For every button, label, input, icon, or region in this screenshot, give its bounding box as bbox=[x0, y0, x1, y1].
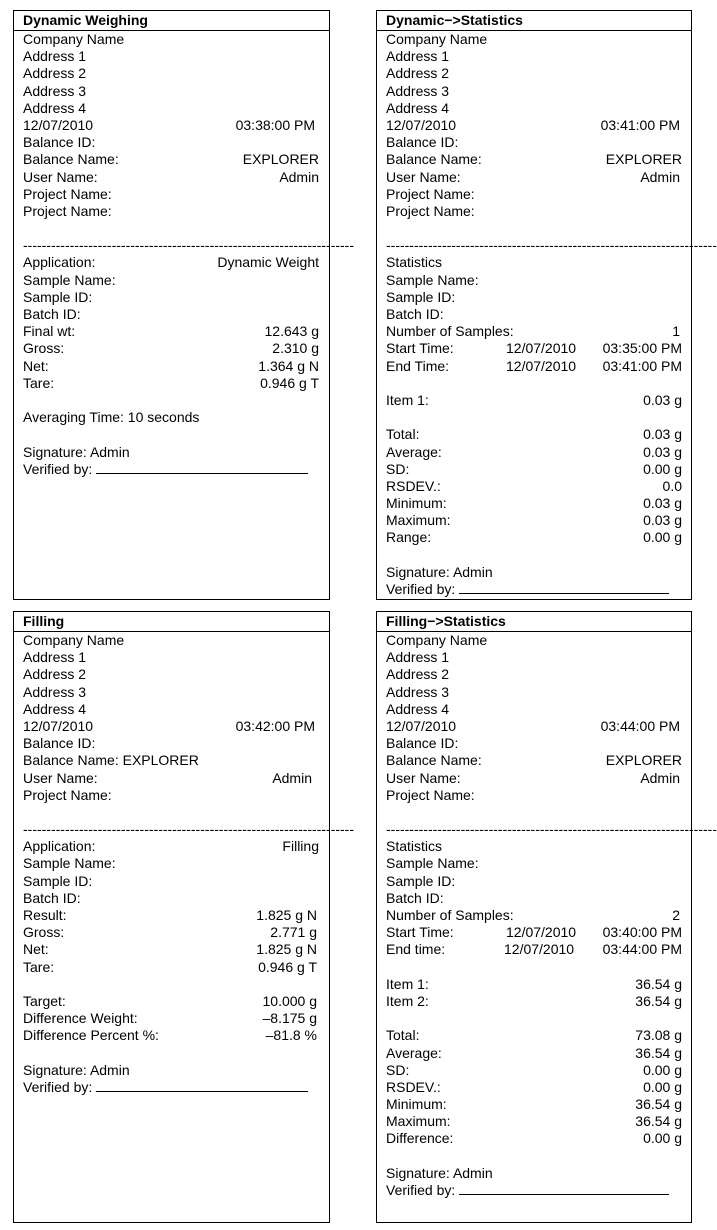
result: Result: 1.825 g N bbox=[23, 907, 317, 923]
dynamic-weighing-printout bbox=[13, 10, 355, 600]
minimum: Minimum: 36.54 g bbox=[386, 1096, 682, 1113]
user-name: User Name: Admin bbox=[23, 168, 319, 185]
separator-line: ----------------------------------------------------------------------- bbox=[23, 237, 355, 254]
batch-id: Batch ID: bbox=[386, 306, 444, 322]
date-time-row bbox=[386, 117, 682, 134]
project-name-2: Project Name: bbox=[386, 202, 475, 219]
target: Target: 10.000 g bbox=[23, 992, 317, 1009]
separator-line: ----------------------------------------------------------------------- bbox=[386, 821, 717, 838]
range: Range: 0.00 g bbox=[386, 529, 682, 546]
average: Average: 36.54 g bbox=[386, 1044, 682, 1061]
verified-by: Verified by: bbox=[386, 581, 682, 598]
application: Application: Dynamic Weight bbox=[23, 254, 319, 271]
signature: Signature: Admin bbox=[23, 443, 130, 460]
gross: Gross: 2.310 g bbox=[23, 340, 319, 357]
address-4: Address 4 bbox=[23, 99, 87, 116]
tare: Tare: 0.946 g T bbox=[23, 958, 317, 975]
address-2: Address 2 bbox=[23, 666, 87, 683]
net: Net: 1.825 g N bbox=[23, 941, 317, 958]
print-time: 03:41:00 PM bbox=[600, 116, 680, 133]
panel-title: Filling−>Statistics bbox=[377, 612, 691, 632]
address-4: Address 4 bbox=[386, 99, 450, 116]
maximum: Maximum: 0.03 g bbox=[386, 512, 682, 529]
verified-by: Verified by: bbox=[23, 1079, 317, 1096]
address-1: Address 1 bbox=[386, 48, 450, 65]
end-time: End Time: 12/07/2010 03:41:00 PM bbox=[386, 357, 682, 374]
balance-id: Balance ID: bbox=[23, 134, 96, 151]
user-name: User Name: Admin bbox=[386, 769, 680, 786]
item-1: Item 1: 36.54 g bbox=[386, 975, 682, 992]
balance-name: Balance Name: EXPLORER bbox=[23, 151, 319, 168]
company-name: Company Name bbox=[386, 632, 488, 648]
sample-name: Sample Name: bbox=[23, 855, 116, 872]
signature-line bbox=[459, 1182, 669, 1195]
item-2: Item 2: 36.54 g bbox=[386, 992, 682, 1009]
project-name: Project Name: bbox=[23, 786, 112, 803]
signature-line bbox=[96, 1079, 308, 1092]
address-1: Address 1 bbox=[386, 649, 450, 666]
sample-name: Sample Name: bbox=[386, 855, 479, 872]
print-date: 12/07/2010 bbox=[23, 116, 94, 133]
sample-id: Sample ID: bbox=[386, 872, 456, 889]
total: Total: 73.08 g bbox=[386, 1027, 682, 1044]
print-date: 12/07/2010 bbox=[23, 717, 94, 734]
user-name: User Name: Admin bbox=[23, 769, 312, 786]
company-name: Company Name bbox=[23, 632, 125, 648]
filling-statistics-printout bbox=[376, 611, 717, 1223]
project-name-2: Project Name: bbox=[23, 202, 112, 219]
dynamic-statistics-printout bbox=[376, 10, 717, 600]
address-3: Address 3 bbox=[386, 683, 450, 700]
address-4: Address 4 bbox=[23, 700, 87, 717]
panel-title: Dynamic−>Statistics bbox=[377, 11, 691, 31]
batch-id: Batch ID: bbox=[23, 889, 81, 906]
average: Average: 0.03 g bbox=[386, 443, 682, 460]
date-time-row bbox=[23, 117, 319, 134]
address-3: Address 3 bbox=[386, 82, 450, 99]
address-1: Address 1 bbox=[23, 649, 87, 666]
user-name: User Name: Admin bbox=[386, 168, 680, 185]
address-2: Address 2 bbox=[386, 65, 450, 82]
number-of-samples: Number of Samples: 2 bbox=[386, 907, 680, 923]
difference-weight: Difference Weight: –8.175 g bbox=[23, 1010, 317, 1027]
sample-name: Sample Name: bbox=[386, 271, 479, 288]
statistics-heading: Statistics bbox=[386, 254, 443, 271]
end-time: End time: 12/07/2010 03:44:00 PM bbox=[386, 941, 682, 958]
rsdev: RSDEV.: 0.0 bbox=[386, 477, 682, 494]
date-time-row bbox=[386, 718, 682, 735]
batch-id: Batch ID: bbox=[23, 306, 81, 322]
number-of-samples: Number of Samples: 1 bbox=[386, 323, 680, 340]
item-1: Item 1: 0.03 g bbox=[386, 391, 682, 408]
sd: SD: 0.00 g bbox=[386, 460, 682, 477]
signature: Signature: Admin bbox=[386, 1164, 493, 1181]
project-name: Project Name: bbox=[386, 786, 475, 803]
gross: Gross: 2.771 g bbox=[23, 924, 317, 941]
maximum: Maximum: 36.54 g bbox=[386, 1113, 682, 1130]
rsdev: RSDEV.: 0.00 g bbox=[386, 1078, 682, 1095]
sample-name: Sample Name: bbox=[23, 271, 116, 288]
balance-name: Balance Name: EXPLORER bbox=[386, 752, 682, 769]
total: Total: 0.03 g bbox=[386, 426, 682, 443]
filling-printout bbox=[13, 611, 355, 1223]
sample-id: Sample ID: bbox=[386, 288, 456, 305]
balance-id: Balance ID: bbox=[23, 735, 96, 752]
application: Application: Filling bbox=[23, 838, 319, 855]
balance-name: Balance Name: EXPLORER bbox=[23, 752, 199, 769]
start-time: Start Time: 12/07/2010 03:35:00 PM bbox=[386, 340, 682, 357]
batch-id: Batch ID: bbox=[386, 889, 444, 906]
verified-by: Verified by: bbox=[386, 1182, 682, 1199]
signature-line bbox=[96, 461, 308, 474]
balance-id: Balance ID: bbox=[386, 735, 459, 752]
sample-id: Sample ID: bbox=[23, 872, 93, 889]
final-wt: Final wt: 12.643 g bbox=[23, 323, 319, 340]
print-date: 12/07/2010 bbox=[386, 717, 457, 734]
balance-id: Balance ID: bbox=[386, 134, 459, 151]
difference-percent: Difference Percent %: –81.8 % bbox=[23, 1027, 317, 1044]
project-name-1: Project Name: bbox=[386, 185, 475, 202]
project-name-1: Project Name: bbox=[23, 185, 112, 202]
print-time: 03:42:00 PM bbox=[235, 717, 315, 734]
separator-line: ----------------------------------------------------------------------- bbox=[23, 821, 355, 838]
address-3: Address 3 bbox=[23, 683, 87, 700]
address-3: Address 3 bbox=[23, 82, 87, 99]
print-date: 12/07/2010 bbox=[386, 116, 457, 133]
sample-id: Sample ID: bbox=[23, 288, 93, 305]
print-time: 03:44:00 PM bbox=[600, 717, 680, 734]
tare: Tare: 0.946 g T bbox=[23, 374, 319, 391]
sd: SD: 0.00 g bbox=[386, 1061, 682, 1078]
verified-by: Verified by: bbox=[23, 461, 319, 478]
address-2: Address 2 bbox=[386, 666, 450, 683]
date-time-row bbox=[23, 718, 317, 735]
signature: Signature: Admin bbox=[386, 563, 493, 580]
address-2: Address 2 bbox=[23, 65, 87, 82]
balance-name: Balance Name: EXPLORER bbox=[386, 151, 682, 168]
net: Net: 1.364 g N bbox=[23, 357, 319, 374]
signature: Signature: Admin bbox=[23, 1061, 130, 1078]
print-time: 03:38:00 PM bbox=[235, 116, 315, 133]
signature-line bbox=[459, 581, 669, 594]
averaging-time: Averaging Time: 10 seconds bbox=[23, 409, 200, 426]
minimum: Minimum: 0.03 g bbox=[386, 495, 682, 512]
address-4: Address 4 bbox=[386, 700, 450, 717]
difference: Difference: 0.00 g bbox=[386, 1130, 682, 1147]
company-name: Company Name bbox=[386, 31, 488, 47]
start-time: Start Time: 12/07/2010 03:40:00 PM bbox=[386, 924, 682, 941]
separator-line: ----------------------------------------------------------------------- bbox=[386, 237, 717, 254]
panel-title: Filling bbox=[14, 612, 329, 632]
statistics-heading: Statistics bbox=[386, 838, 443, 855]
address-1: Address 1 bbox=[23, 48, 87, 65]
company-name: Company Name bbox=[23, 31, 125, 47]
panel-title: Dynamic Weighing bbox=[14, 11, 329, 31]
